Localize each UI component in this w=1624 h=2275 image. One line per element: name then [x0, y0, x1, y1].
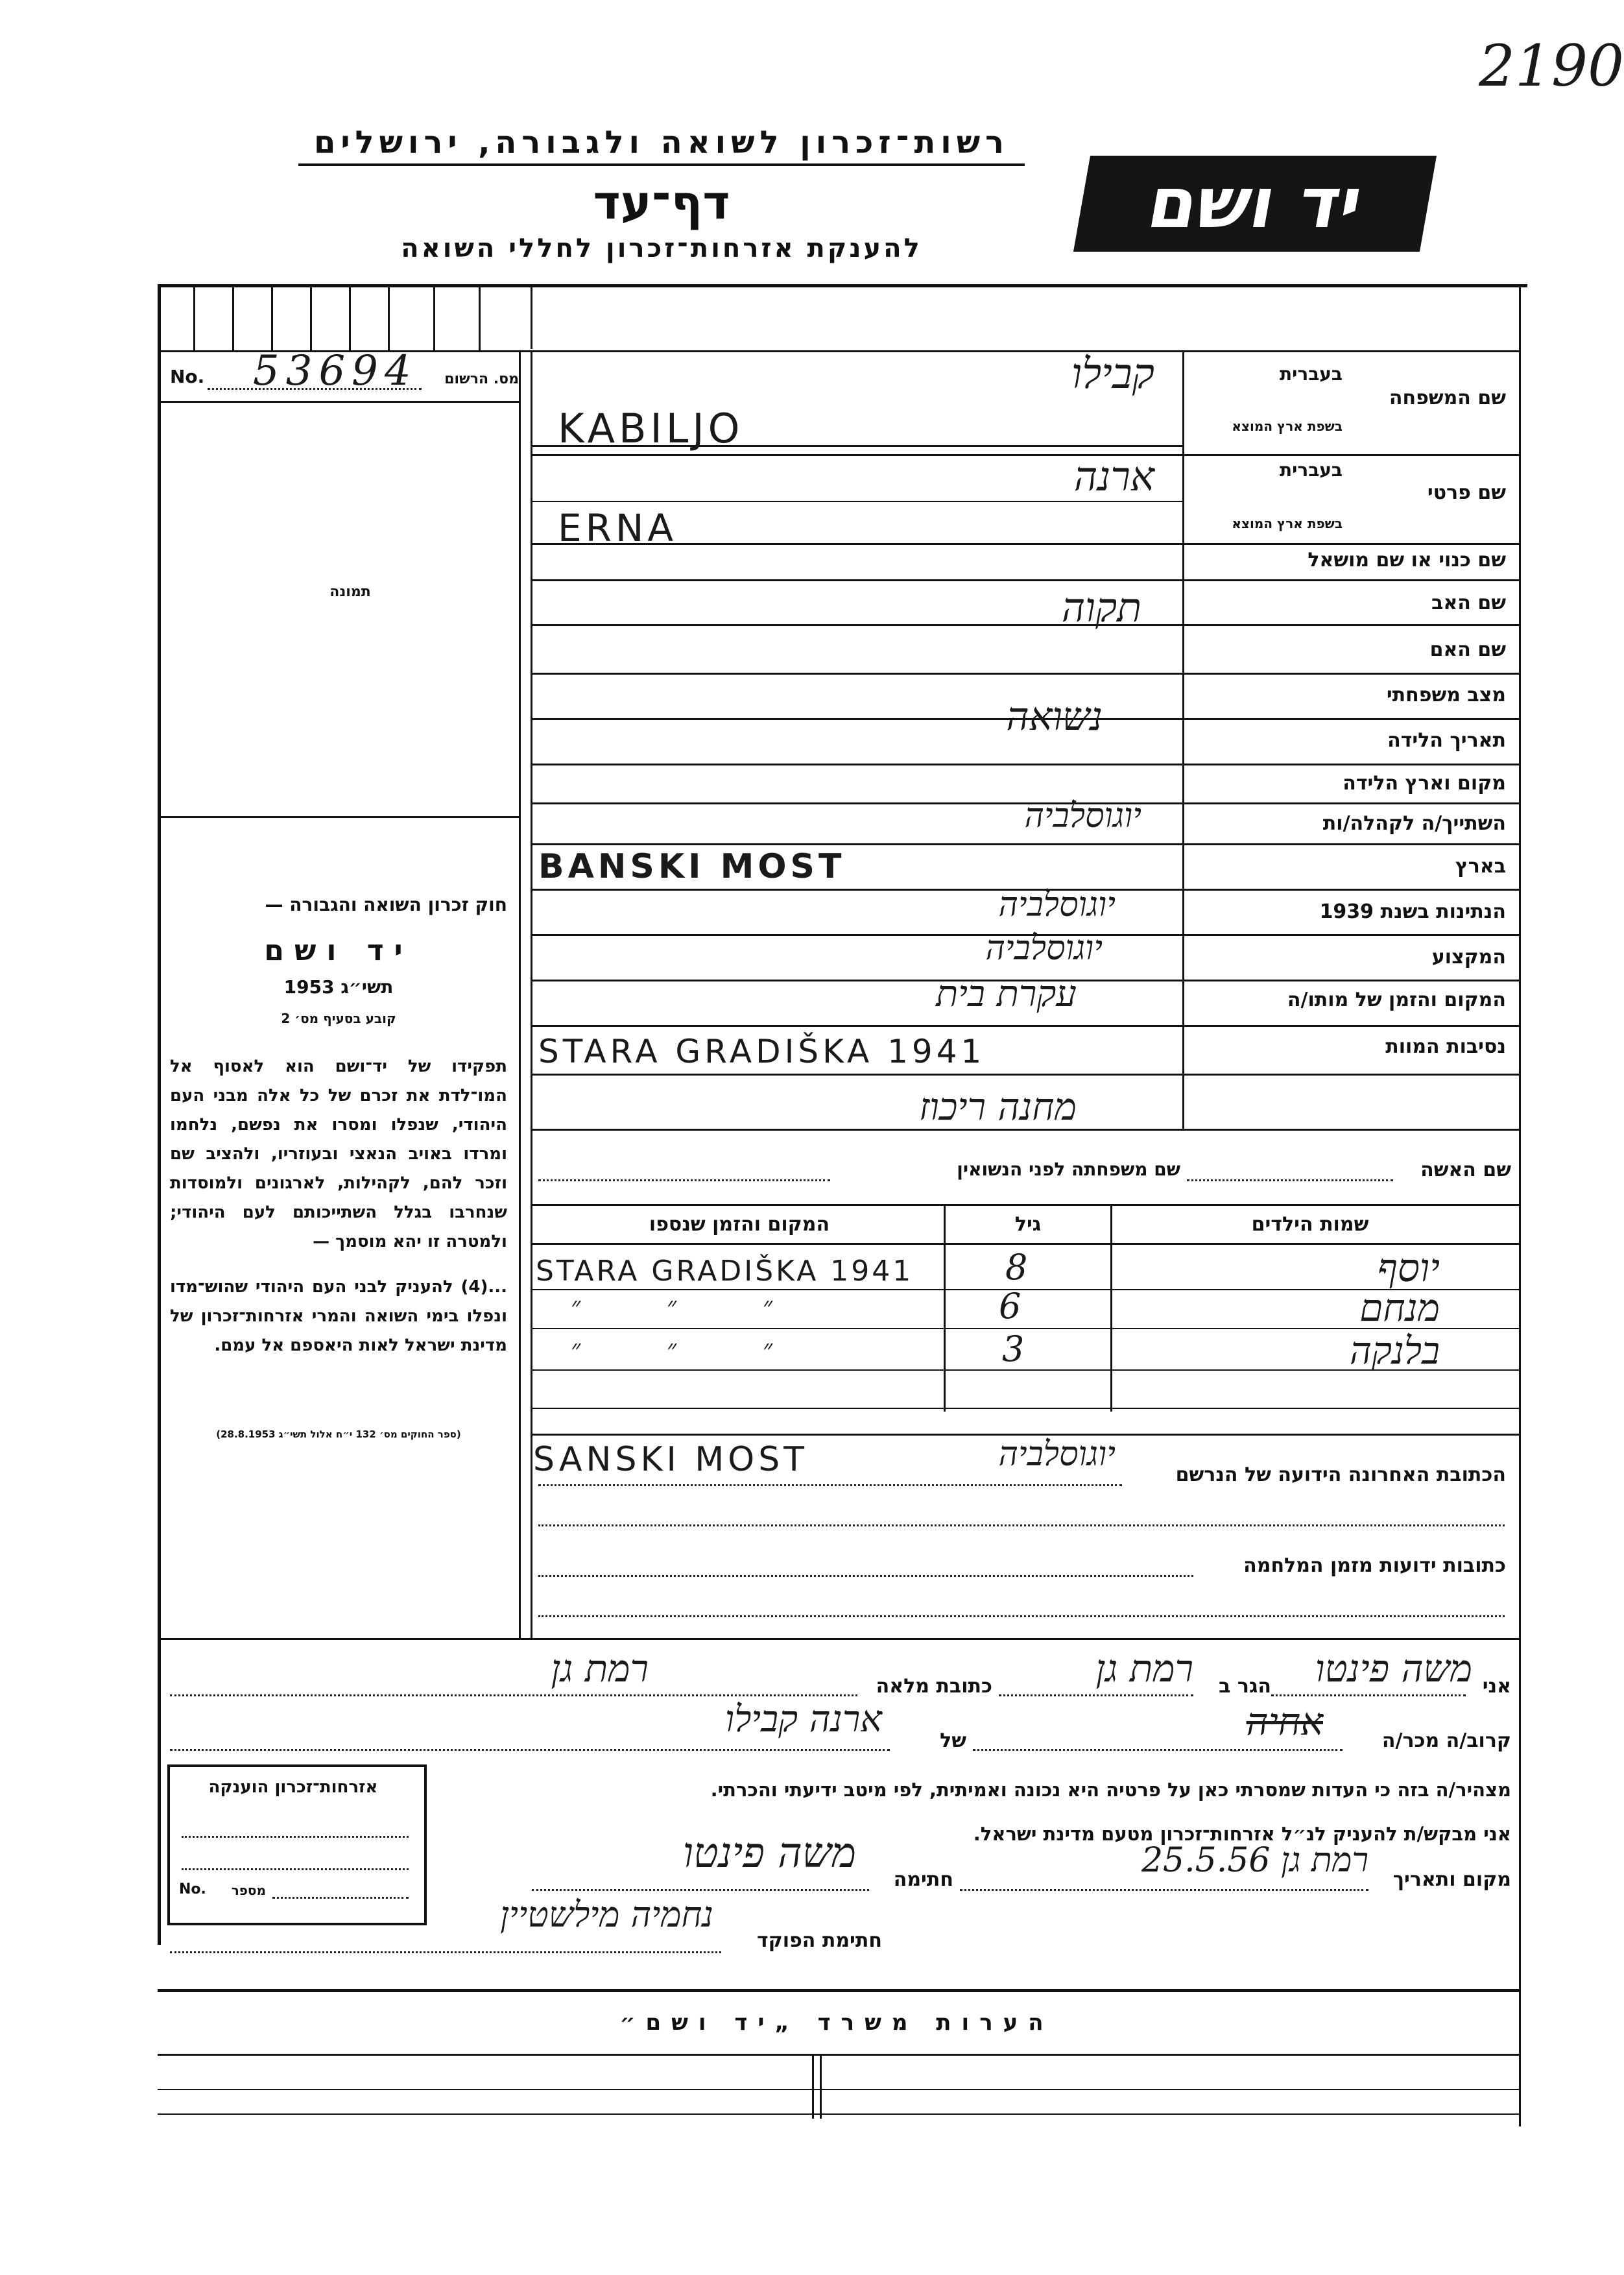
death-circumstances-value: מחנה ריכוז — [918, 1085, 1077, 1129]
logo-text: יד ושם — [1141, 163, 1368, 244]
child-3-name: בלנקה — [1350, 1329, 1440, 1373]
wife-name-label: שם האשה — [1420, 1159, 1511, 1181]
wartime-address-label: כתובות ידועות מזמן המלחמה — [1243, 1554, 1506, 1577]
profession-label: המקצוע — [1431, 946, 1506, 969]
marital-status-value: נשואה — [1006, 694, 1103, 740]
law-year: תשי״ג 1953 — [283, 976, 394, 998]
community-value: BANSKI MOST — [538, 847, 846, 886]
death-place-value: STARA GRADIŠKA 1941 — [538, 1033, 986, 1070]
relative-value: אחיה — [1246, 1700, 1323, 1744]
death-circumstances-label: נסיבות המוות — [1385, 1035, 1506, 1058]
family-name-hebrew-label: בעברית — [1279, 363, 1343, 385]
country-label: בארץ — [1455, 855, 1506, 878]
law-name: יד ושם — [264, 934, 413, 967]
mother-name-value: תקוה — [1061, 584, 1141, 631]
registration-number: 53694 — [253, 347, 418, 395]
profession-value: עקרת בית — [936, 973, 1077, 1015]
citizenship-value: יוגוסלביה — [985, 929, 1103, 968]
first-name-label: שם פרטי — [1427, 481, 1506, 504]
resides-value: רמת גן — [1095, 1646, 1193, 1691]
marital-status-label: מצב משפחתי — [1386, 684, 1506, 706]
law-text-1: תפקידו של יד־ושם הוא לאסוף אל המו־לדת את זכרם של כל אלה מבני העם היהודי, שנפלו ומסרו את נפשם, נלחמו ומרדו באויב הנאצי ובעוזריו, ולהציב שם וזכר להם, לקהילות, לארגונים ולמוסדות שנחרבו בגלל השתייכותם לעם היהודי; ולמטרה זו יהא מוסמך — — [170, 1057, 507, 1251]
maiden-name-label: שם משפחתה לפני הנשואין — [957, 1159, 1180, 1180]
of-label: של — [940, 1729, 966, 1752]
signature-label: חתימה — [893, 1868, 953, 1891]
registration-label: מס. הרשום — [444, 371, 519, 387]
law-title: חוק זכרון השואה והגבורה — — [265, 894, 507, 915]
form-title: דף־עד — [593, 175, 730, 230]
grant-box-no-label: No. — [179, 1881, 206, 1897]
declarant-signature: משה פינטו — [682, 1829, 856, 1877]
official-signature-label: חתימת הפוקד — [757, 1929, 882, 1952]
authority-name: רשות־זכרון לשואה ולגבורה, ירושלים — [298, 125, 1025, 166]
last-address-hebrew: יוגוסלביה — [998, 1435, 1116, 1474]
birth-place-label: מקום וארץ הלידה — [1343, 772, 1506, 795]
first-name-origin: ERNA — [558, 506, 678, 550]
law-section: קובע בסעיף מס׳ 2 — [281, 1011, 396, 1026]
children-age-header: גיל — [1014, 1213, 1042, 1236]
child-2-age: 6 — [999, 1286, 1021, 1327]
declaration-statement-2: אני מבקש/ת להעניק לנ״ל אזרחות־זכרון מטעם מדינת ישראל. — [973, 1823, 1511, 1845]
form-subtitle: להענקת אזרחות־זכרון לחללי השואה — [401, 234, 922, 263]
full-address-label: כתובת מלאה — [876, 1675, 992, 1698]
children-place-header: המקום והזמן שנספו — [649, 1213, 830, 1236]
citizenship-label: הנתינות בשנת 1939 — [1319, 900, 1506, 923]
place-date-value: רמת גן 25.5.56 — [1141, 1841, 1368, 1880]
office-notes-title: הערות משרד „יד ושם״ — [619, 2010, 1054, 2036]
yad-vashem-logo — [1073, 156, 1437, 252]
of-value: ארנה קבילו — [724, 1698, 882, 1740]
community-label: השתייך/ה לקהלה/ות — [1322, 812, 1506, 835]
family-name-origin: KABILJO — [558, 405, 744, 452]
father-name-label: שם האב — [1431, 592, 1506, 614]
child-3-place: ״ ״ ״ — [571, 1334, 812, 1364]
family-name-label: שם המשפחה — [1389, 387, 1506, 409]
relative-label: קרוב/ה מכר/ה — [1381, 1729, 1511, 1752]
grant-box-number-label: מספר — [231, 1883, 266, 1898]
full-address-value: רמת גן — [551, 1646, 649, 1691]
child-3-age: 3 — [1002, 1329, 1025, 1369]
archive-number: 2190 — [1479, 32, 1624, 99]
photo-label: תמונה — [329, 584, 371, 600]
child-1-place: STARA GRADIŠKA 1941 — [536, 1255, 914, 1288]
country-value: יוגוסלביה — [998, 885, 1116, 924]
law-source: (ספר החוקים מס׳ 132 י״ח אלול תשי״ג 28.8.1953) — [216, 1428, 461, 1440]
first-name-hebrew-label: בעברית — [1279, 459, 1343, 481]
place-date-label: מקום ותאריך — [1392, 1868, 1511, 1891]
last-address-latin: SANSKI MOST — [533, 1440, 808, 1479]
declarant-i-label: אני — [1482, 1675, 1511, 1698]
law-text-2: ...(4) להעניק לבני העם היהודי שהוש־מדו ונפלו בימי השואה והמרי אזרחות־זכרון של מדינת ישראל לאות היאספם אל עמם. — [170, 1277, 507, 1355]
declarant-name: משה פינטו — [1315, 1646, 1472, 1691]
child-2-name: מנחם — [1359, 1286, 1440, 1330]
birth-place-value: יוגוסלביה — [1024, 797, 1141, 836]
child-1-age: 8 — [1005, 1247, 1028, 1288]
child-2-place: ״ ״ ״ — [571, 1292, 812, 1321]
family-name-origin-label: בשפת ארץ המוצא — [1232, 418, 1343, 434]
family-name-hebrew: קבילו — [1071, 350, 1154, 398]
mother-name-label: שם האם — [1429, 638, 1506, 661]
birth-date-label: תאריך הלידה — [1387, 729, 1506, 752]
last-address-label: הכתובת האחרונה הידועה של הנרשם — [1175, 1463, 1506, 1486]
official-signature: נחמיה מילשטיין — [500, 1894, 713, 1935]
child-1-name: יוסף — [1377, 1246, 1440, 1291]
nickname-label: שם כנוי או שם מושאל — [1308, 549, 1506, 572]
declaration-statement-1: מצהיר/ה בזה כי העדות שמסרתי כאן על פרטיה היא נכונה ואמיתית, לפי מיטב ידיעתי והכרתי. — [710, 1779, 1511, 1801]
children-names-header: שמות הילדים — [1251, 1213, 1369, 1236]
registration-no-label: No. — [170, 366, 205, 387]
grant-box-title: אזרחות־זכרון הוענקה — [208, 1777, 378, 1797]
first-name-hebrew: ארנה — [1073, 453, 1154, 500]
first-name-origin-label: בשפת ארץ המוצא — [1232, 516, 1343, 531]
resides-label: הגר ב — [1219, 1675, 1271, 1698]
death-place-label: המקום והזמן של מותו/ה — [1287, 989, 1506, 1011]
